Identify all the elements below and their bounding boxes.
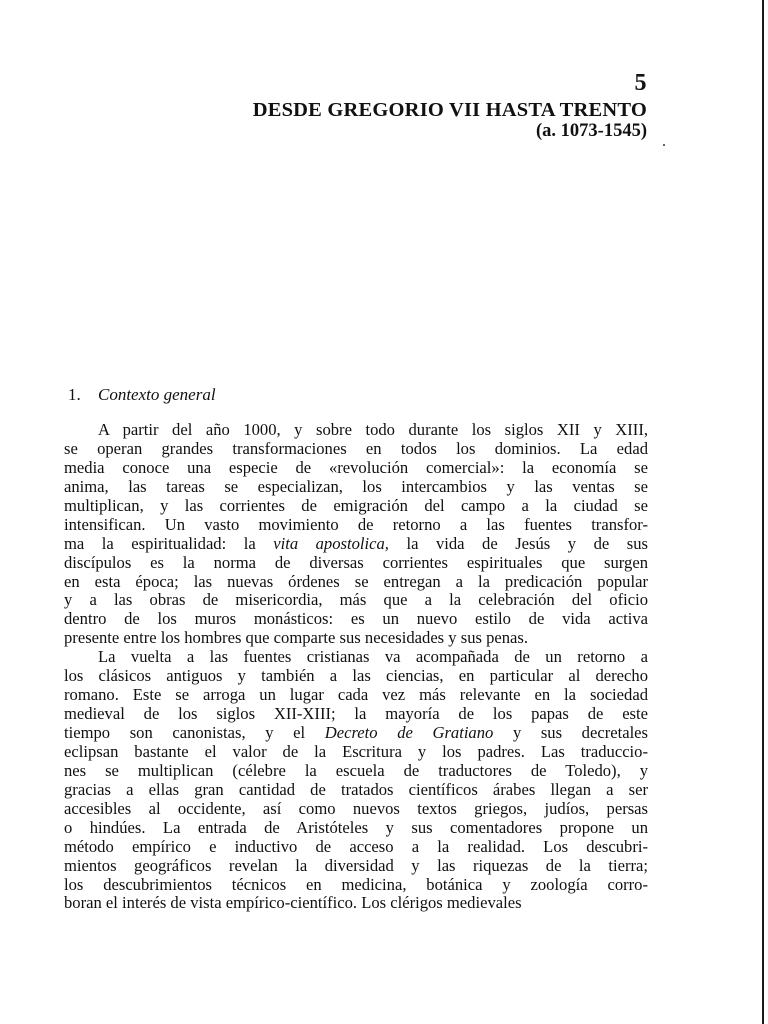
text-line: La vuelta a las fuentes cristianas va acompañada de un retorno a <box>98 647 648 667</box>
body-text <box>64 421 648 913</box>
text-line: mientos geográficos revelan la diversidad y las riquezas de la tierra; <box>64 855 648 875</box>
chapter-dates: (a. 1073-1545) <box>536 121 647 141</box>
italic-term: vita apostolica, <box>273 533 389 553</box>
text-line: eclipsan bastante el valor de la Escritura y los padres. Las traduccio- <box>64 741 648 761</box>
text-line: intensifican. Un vasto movimiento de retorno a las fuentes transfor- <box>64 514 648 534</box>
text-line: presente entre los hombres que comparte sus necesidades y sus penas. <box>64 628 529 648</box>
print-speck <box>663 144 665 146</box>
chapter-number: 5 <box>634 70 647 96</box>
text-line: romano. Este se arroga un lugar cada vez más relevante en la sociedad <box>64 685 648 705</box>
text-line: los clásicos antiguos y también a las ciencias, en particular al derecho <box>64 666 648 686</box>
text-line: A partir del año 1000, y sobre todo durante los siglos XII y XIII, <box>98 420 648 439</box>
text-line: accesibles al occidente, así como nuevos textos griegos, judíos, persas <box>64 798 648 818</box>
italic-term: Decreto de Gratiano <box>324 723 494 742</box>
text-line: los descubrimientos técnicos en medicina, botánica y zoología corro- <box>64 874 648 894</box>
chapter-title: DESDE GREGORIO VII HASTA TRENTO <box>252 99 647 121</box>
text-line: ma la espiritualidad: la vita apostolica, la vida de Jesús y de sus <box>64 533 648 553</box>
page-edge-rule <box>762 0 764 1024</box>
text-line: método empírico e inductivo de acceso a la realidad. Los descubri- <box>64 836 648 856</box>
text-line: dentro de los muros monásticos: es un nuevo estilo de vida activa <box>64 609 648 629</box>
text-line: boran el interés de vista empírico-científico. Los clérigos medievales <box>64 893 522 913</box>
text-line: y a las obras de misericordia, más que a la celebración del oficio <box>64 590 648 610</box>
text-line: se operan grandes transformaciones en todos los dominios. La edad <box>64 438 648 458</box>
text-line: tiempo son canonistas, y el Decreto de Gratiano y sus decretales <box>64 723 649 742</box>
text-line: gracias a ellas gran cantidad de tratados científicos árabes llegan a ser <box>64 779 648 799</box>
section-number: 1. <box>68 385 81 404</box>
text-line: en esta época; las nuevas órdenes se entregan a la predicación popular <box>64 571 648 591</box>
text-line: multiplican, y las corrientes de emigración del campo a la ciudad se <box>64 495 648 515</box>
text-line: o hindúes. La entrada de Aristóteles y sus comentadores propone un <box>64 817 648 837</box>
text-line: anima, las tareas se especializan, los intercambios y las ventas se <box>64 476 648 496</box>
text-line: nes se multiplican (célebre la escuela de traductores de Toledo), y <box>64 760 648 780</box>
text-line: medieval de los siglos XII-XIII; la mayoría de los papas de este <box>64 704 648 724</box>
text-line: media conoce una especie de «revolución comercial»: la economía se <box>64 457 648 477</box>
text-line: discípulos es la norma de diversas corrientes espirituales que surgen <box>64 552 648 572</box>
section-heading <box>68 385 216 405</box>
section-title: Contexto general <box>98 385 216 404</box>
